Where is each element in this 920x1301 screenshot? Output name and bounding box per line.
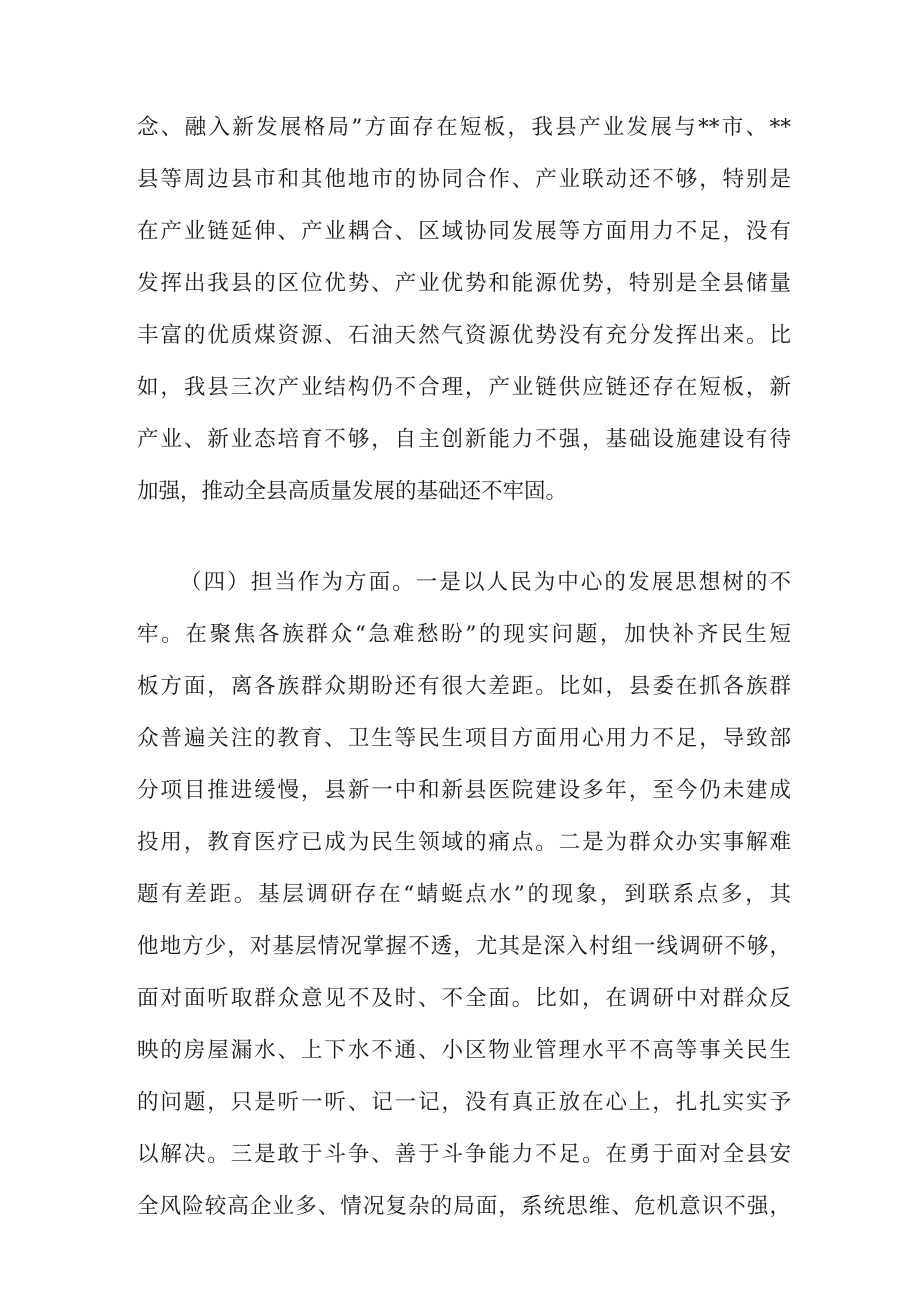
text-line: 全风险较高企业多、情况复杂的局面，系统思维、危机意识不强， xyxy=(137,1194,791,1219)
text-line: 以解决。三是敢于斗争、善于斗争能力不足。在勇于面对全县安 xyxy=(137,1142,791,1167)
text-line: 念、融入新发展格局”方面存在短板，我县产业发展与**市、** xyxy=(137,115,791,140)
text-line: （四）担当作为方面。一是以人民为中心的发展思想树的不 xyxy=(180,570,791,595)
text-line: 他地方少，对基层情况掌握不透，尤其是深入村组一线调研不够， xyxy=(137,934,791,959)
text-line: 的问题，只是听一听、记一记，没有真正放在心上，扎扎实实予 xyxy=(137,1090,791,1115)
text-line: 产业、新业态培育不够，自主创新能力不强，基础设施建设有待 xyxy=(137,427,791,452)
text-line: 投用，教育医疗已成为民生领域的痛点。二是为群众办实事解难 xyxy=(137,830,791,855)
text-line: 在产业链延伸、产业耦合、区域协同发展等方面用力不足，没有 xyxy=(137,219,791,244)
text-line: 如，我县三次产业结构仍不合理，产业链供应链还存在短板，新 xyxy=(137,375,791,400)
text-line: 加强，推动全县高质量发展的基础还不牢固。 xyxy=(137,479,568,504)
text-line: 映的房屋漏水、上下水不通、小区物业管理水平不高等事关民生 xyxy=(137,1038,791,1063)
text-line: 牢。在聚焦各族群众“急难愁盼”的现实问题，加快补齐民生短 xyxy=(137,622,791,647)
text-line: 板方面，离各族群众期盼还有很大差距。比如，县委在抓各族群 xyxy=(137,674,791,699)
text-line: 县等周边县市和其他地市的协同合作、产业联动还不够，特别是 xyxy=(137,167,791,192)
text-line: 丰富的优质煤资源、石油天然气资源优势没有充分发挥出来。比 xyxy=(137,323,791,348)
text-line: 分项目推进缓慢，县新一中和新县医院建设多年，至今仍未建成 xyxy=(137,778,791,803)
text-line: 面对面听取群众意见不及时、不全面。比如，在调研中对群众反 xyxy=(137,986,791,1011)
text-line: 题有差距。基层调研存在“蜻蜓点水”的现象，到联系点多，其 xyxy=(137,882,791,907)
text-line: 发挥出我县的区位优势、产业优势和能源优势，特别是全县储量 xyxy=(137,271,791,296)
text-line: 众普遍关注的教育、卫生等民生项目方面用心用力不足，导致部 xyxy=(137,726,791,751)
